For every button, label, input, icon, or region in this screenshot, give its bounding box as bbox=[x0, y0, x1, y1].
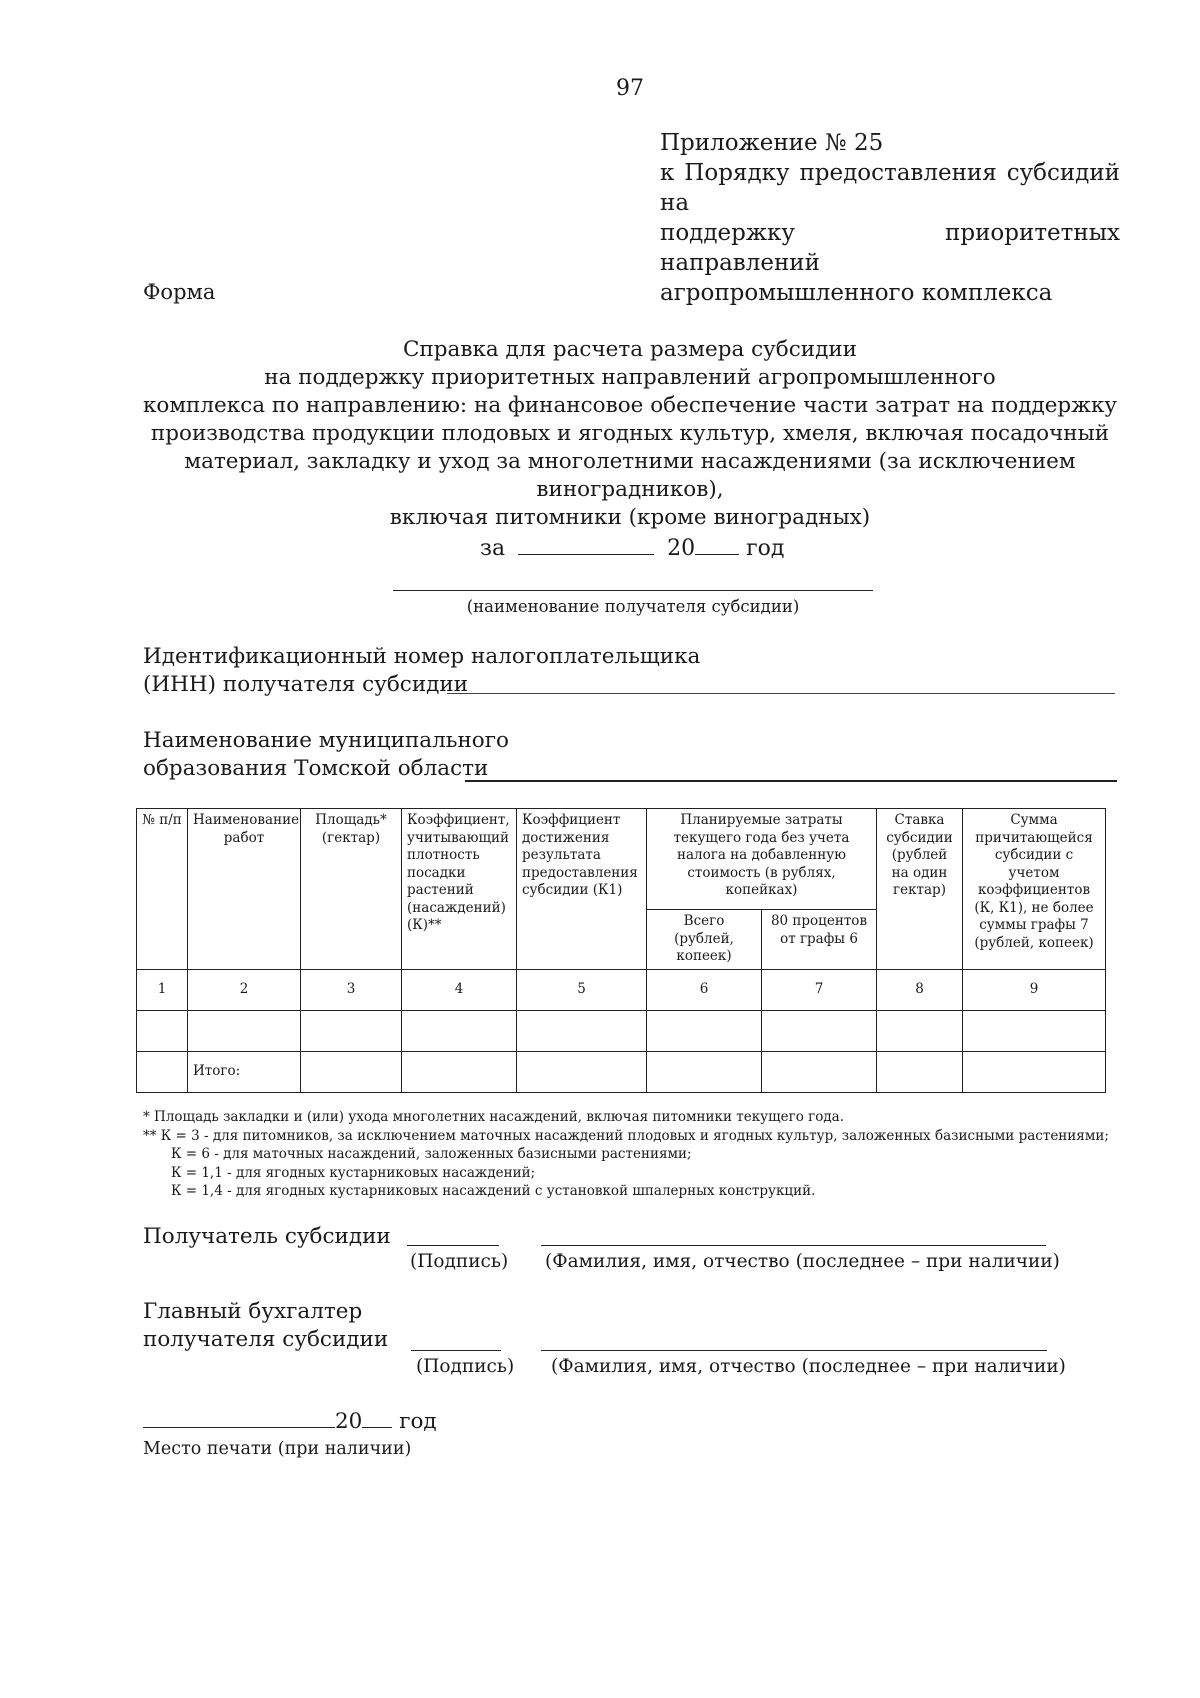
column-number: 2 bbox=[188, 969, 301, 1010]
date-blank[interactable] bbox=[143, 1407, 335, 1428]
table-cell[interactable] bbox=[517, 1010, 647, 1051]
header-cell: Ставка субсидии (рублей на один гектар) bbox=[877, 809, 963, 970]
table-cell[interactable] bbox=[137, 1010, 188, 1051]
table-cell[interactable] bbox=[963, 1010, 1106, 1051]
accountant-label-1: Главный бухгалтер bbox=[143, 1299, 363, 1324]
municipality-label-2: образования Томской области bbox=[143, 756, 489, 781]
table-cell[interactable] bbox=[762, 1010, 877, 1051]
year-prefix: за bbox=[480, 536, 506, 561]
column-number: 3 bbox=[301, 969, 402, 1010]
header-cell: Планируемые затраты текущего года без учета налога на добавленную стоимость (в рублях, копейках) bbox=[647, 809, 877, 910]
recipient-name-field-line[interactable] bbox=[541, 1245, 1046, 1246]
accountant-label-2: получателя субсидии bbox=[143, 1327, 389, 1352]
header-cell: Площадь* (гектар) bbox=[301, 809, 402, 970]
header-cell: № п/п bbox=[137, 809, 188, 970]
total-label: Итого: bbox=[188, 1051, 301, 1092]
date-year-blank[interactable] bbox=[362, 1407, 392, 1428]
inn-label-2: (ИНН) получателя субсидии bbox=[143, 672, 469, 697]
header-cell: Наименование работ bbox=[188, 809, 301, 970]
accountant-label bbox=[143, 1298, 388, 1354]
table-cell[interactable] bbox=[188, 1010, 301, 1051]
table-header-row bbox=[137, 809, 1106, 910]
municipality-label-1: Наименование муниципального bbox=[143, 728, 509, 753]
title-line: на поддержку приоритетных направлений агропромышленного bbox=[264, 365, 996, 390]
table-cell[interactable] bbox=[877, 1051, 963, 1092]
title-line: Справка для расчета размера субсидии bbox=[402, 337, 858, 362]
appendix-title: Приложение № 25 bbox=[660, 130, 884, 156]
period-blank[interactable] bbox=[518, 536, 654, 555]
table-cell[interactable] bbox=[301, 1010, 402, 1051]
title-line: включая питомники (кроме виноградных) bbox=[389, 505, 871, 530]
subheader-cell: Всего (рублей, копеек) bbox=[647, 910, 762, 970]
subsidy-table bbox=[136, 808, 1106, 1093]
name-caption: (Фамилия, имя, отчество (последнее – при наличии) bbox=[551, 1356, 1066, 1377]
year-blank[interactable] bbox=[695, 536, 739, 555]
title-line: материал, закладку и уход за многолетними насаждениями (за исключением виноградников), bbox=[184, 449, 1076, 502]
recipient-label: Получатель субсидии bbox=[143, 1224, 391, 1249]
accountant-signature-field[interactable] bbox=[411, 1350, 501, 1351]
inn-block bbox=[143, 643, 1123, 699]
column-number: 7 bbox=[762, 969, 877, 1010]
footnote: К = 1,4 - для ягодных кустарниковых насаждений с установкой шпалерных конструкций. bbox=[171, 1183, 816, 1199]
municipality-field[interactable] bbox=[465, 780, 1117, 782]
column-number: 5 bbox=[517, 969, 647, 1010]
document-title bbox=[130, 336, 1130, 532]
title-line: комплекса по направлению: на финансовое обеспечение части затрат на поддержку bbox=[142, 393, 1118, 418]
name-caption: (Фамилия, имя, отчество (последнее – при наличии) bbox=[545, 1251, 1060, 1272]
municipality-block bbox=[143, 727, 1123, 783]
recipient-name-field[interactable] bbox=[393, 590, 873, 591]
table-cell[interactable] bbox=[402, 1051, 517, 1092]
table-cell[interactable] bbox=[963, 1051, 1106, 1092]
total-row bbox=[137, 1051, 1106, 1092]
header-cell: Коэффициент, учитывающий плотность посадки растений (насаждений) (К)** bbox=[402, 809, 517, 970]
subheader-cell: 80 процентов от графы 6 bbox=[762, 910, 877, 970]
form-label: Форма bbox=[143, 280, 216, 304]
year-century: 20 bbox=[667, 536, 696, 561]
recipient-caption: (наименование получателя субсидии) bbox=[466, 597, 800, 616]
signature-caption: (Подпись) bbox=[416, 1356, 515, 1377]
appendix-block bbox=[660, 128, 1120, 308]
inn-field[interactable] bbox=[447, 693, 1115, 694]
table-row bbox=[137, 1010, 1106, 1051]
year-line bbox=[480, 536, 784, 561]
table-cell[interactable] bbox=[762, 1051, 877, 1092]
stamp-caption: Место печати (при наличии) bbox=[143, 1439, 412, 1459]
footnote: К = 6 - для маточных насаждений, заложенных базисными растениями; bbox=[171, 1146, 692, 1162]
column-number: 8 bbox=[877, 969, 963, 1010]
footnotes bbox=[143, 1108, 1109, 1201]
appendix-line: поддержку приоритетных направлений bbox=[660, 220, 1120, 276]
title-line: производства продукции плодовых и ягодных культур, хмеля, включая посадочный bbox=[150, 421, 1110, 446]
footnote: * Площадь закладки и (или) ухода многолетних насаждений, включая питомники текущего года. bbox=[143, 1109, 845, 1125]
table-cell[interactable] bbox=[877, 1010, 963, 1051]
table-cell[interactable] bbox=[301, 1051, 402, 1092]
header-cell: Сумма причитающейся субсидии с учетом коэффициентов (К, К1), не более суммы графы 7 (рублей, копеек) bbox=[963, 809, 1106, 970]
header-cell: Коэффициент достижения результата предоставления субсидии (К1) bbox=[517, 809, 647, 970]
appendix-line: агропромышленного комплекса bbox=[660, 280, 1053, 306]
footnote: К = 1,1 - для ягодных кустарниковых насаждений; bbox=[171, 1164, 536, 1181]
accountant-name-field[interactable] bbox=[541, 1350, 1047, 1351]
table-cell bbox=[137, 1051, 188, 1092]
recipient-signature-field[interactable] bbox=[407, 1245, 499, 1246]
footnote: ** К = 3 - для питомников, за исключением маточных насаждений плодовых и ягодных культур, заложенных базисными растениями; bbox=[143, 1127, 1109, 1144]
table-cell[interactable] bbox=[647, 1010, 762, 1051]
column-number-row bbox=[137, 969, 1106, 1010]
table-cell[interactable] bbox=[402, 1010, 517, 1051]
column-number: 4 bbox=[402, 969, 517, 1010]
page-number: 97 bbox=[616, 76, 644, 101]
column-number: 1 bbox=[137, 969, 188, 1010]
table-cell[interactable] bbox=[647, 1051, 762, 1092]
signature-caption: (Подпись) bbox=[410, 1251, 509, 1272]
date-suffix: год bbox=[399, 1409, 437, 1434]
column-number: 9 bbox=[963, 969, 1106, 1010]
inn-label-1: Идентификационный номер налогоплательщика bbox=[143, 644, 701, 669]
table-cell[interactable] bbox=[517, 1051, 647, 1092]
date-century: 20 bbox=[335, 1409, 363, 1434]
date-line bbox=[143, 1407, 437, 1436]
column-number: 6 bbox=[647, 969, 762, 1010]
appendix-line: к Порядку предоставления субсидий на bbox=[660, 160, 1120, 216]
year-suffix: год bbox=[746, 536, 785, 561]
